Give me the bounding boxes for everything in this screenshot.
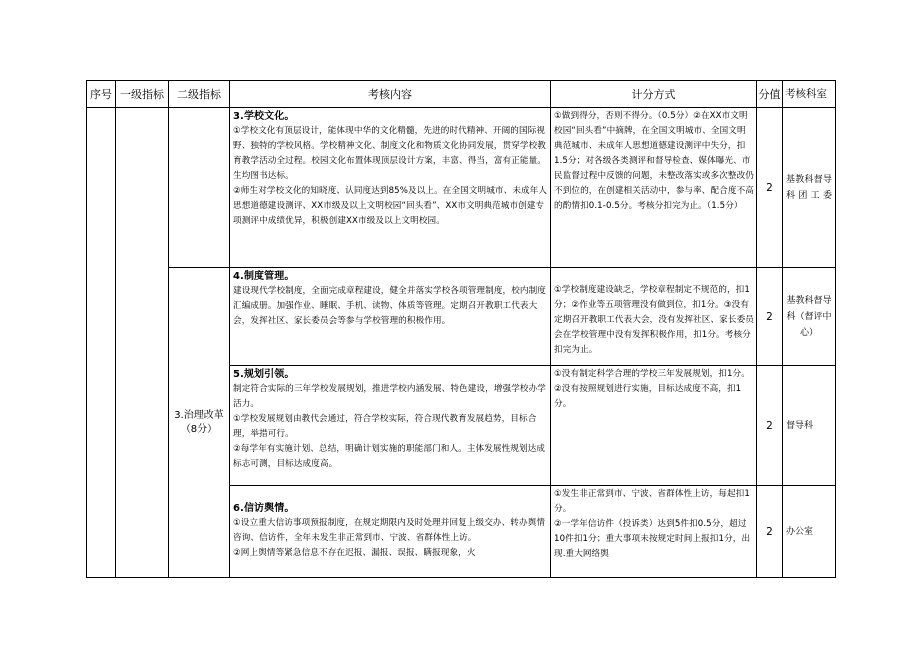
scoring-cell: [551, 486, 757, 578]
level2-cell-empty: [169, 108, 230, 268]
content-paragraph: ①学校发展规划由教代会通过，符合学校实际，符合现代教育发展趋势，目标合理，举措可行。: [233, 414, 537, 439]
dept-cell: 办公室: [783, 486, 836, 578]
scoring-paragraph: ②没有按照规划进行实施，目标达成度不高，扣1分。: [554, 384, 742, 409]
header-dept: 考核科室: [783, 81, 836, 108]
value-cell: 2: [757, 108, 783, 268]
scoring-cell: [551, 366, 757, 486]
content-cell: [230, 108, 551, 268]
item-title: 5.规划引领。: [233, 369, 295, 380]
content-cell: [230, 268, 551, 366]
scoring-paragraph: ②一学年信访件（投诉类）达到5件扣0.5分，超过10件扣1分；重大事项未按规定时间上报扣1分，出现.重大网络舆: [554, 519, 751, 559]
header-scoring: 计分方式: [551, 81, 757, 108]
content-paragraph: ①设立重大信访事项预报制度，在规定期限内及时处理并回复上级交办、转办舆情咨询、信访件，全年未发生非正常到市、宁波、省群体性上访。: [233, 518, 546, 543]
content-cell: [230, 366, 551, 486]
level1-cell: [116, 108, 169, 578]
table-row: [87, 268, 836, 366]
scoring-paragraph: ①发生非正常到市、宁波、省群体性上访，每起扣1分。: [554, 489, 750, 514]
dept-cell: 督导科: [783, 366, 836, 486]
content-paragraph: ②师生对学校文化的知晓度、认同度达到85%及以上。在全国文明城市、未成年人思想道德建设测评、XX市级及以上文明校园“回头看”、XX市文明典范城市创建专项测评中成绩优异，积极创建XX市级及以上文明校园。: [233, 186, 548, 226]
seq-cell: [87, 108, 116, 578]
header-content: 考核内容: [230, 81, 551, 108]
header-row: [87, 81, 836, 108]
content-cell: [230, 486, 551, 578]
scoring-cell: [551, 108, 757, 268]
table-row: [87, 108, 836, 268]
level2-cell: [169, 268, 230, 578]
header-value: 分值: [757, 81, 783, 108]
item-title: 4.制度管理。: [233, 271, 295, 282]
item-title: 6.信访舆情。: [233, 503, 295, 514]
content-paragraph: ②每学年有实施计划、总结，明确计划实施的职能部门和人。主体发展性规划达成标志可测，目标达成度高。: [233, 444, 546, 469]
content-paragraph: ①学校文化有顶层设计，能体现中华的文化精髓，先进的时代精神、开阔的国际视野、独特的学校风格。学校精神文化、制度文化和物质文化协同发展，贯穿学校教育教学活动全过程。校园文化布置体现顶层设计方案，丰富、得当，富有正能量。生均图书达标。: [233, 126, 546, 181]
content-paragraph: ②网上舆情等紧急信息不存在迟报、漏报、误报、瞒报现象，火: [233, 548, 476, 558]
scoring-paragraph: ①做到得分，否则不得分。（0.5分）②在XX市文明校园“回头看”中摘牌，在全国文明城市、全国文明典范城市、未成年人思想道德建设测评中失分，扣1.5分；对各级各类测评和督导检查、媒体曝光、市民监督过程中反馈的问题，未整改落实或多次整改仍不到位的，在创建相关活动中，参与率、配合度不高的酌情扣0.1-0.5分。考核分扣完为止。（1.5分）: [554, 111, 754, 211]
dept-cell: 基教科督导科（督评中心）: [783, 268, 836, 366]
dept-cell: 基教科督导科团工委: [783, 108, 836, 268]
content-paragraph: 制定符合实际的三年学校发展规划，推进学校内涵发展、特色建设，增强学校办学活力。: [233, 384, 546, 409]
assessment-table: [86, 80, 836, 578]
value-cell: 2: [757, 486, 783, 578]
scoring-cell: [551, 268, 757, 366]
level2-name: 3.治理改革: [174, 409, 224, 421]
header-seq: 序号: [87, 81, 116, 108]
header-level1: 一级指标: [116, 81, 169, 108]
value-cell: 2: [757, 366, 783, 486]
header-level2: 二级指标: [169, 81, 230, 108]
value-cell: 2: [757, 268, 783, 366]
level2-points: （8分）: [180, 423, 218, 435]
scoring-paragraph: ①没有制定科学合理的学校三年发展规划，扣1分。: [554, 369, 750, 379]
item-title: 3.学校文化。: [233, 111, 295, 122]
scoring-paragraph: ①学校制度建设缺乏，学校章程制定不规范的，扣1分；②作业等五项管理没有做到位，扣1分。③没有定期召开教职工代表大会，没有发挥社区、家长委员会在学校管理中没有发挥积极作用，扣1分。考核分扣完为止。: [554, 285, 754, 355]
content-paragraph: 建设现代学校制度，全面完成章程建设，健全并落实学校各项管理制度，校内制度汇编成册。加强作业、睡眠、手机、读物、体质等管理。定期召开教职工代表大会，发挥社区、家长委员会等参与学校管理的积极作用。: [233, 286, 546, 326]
